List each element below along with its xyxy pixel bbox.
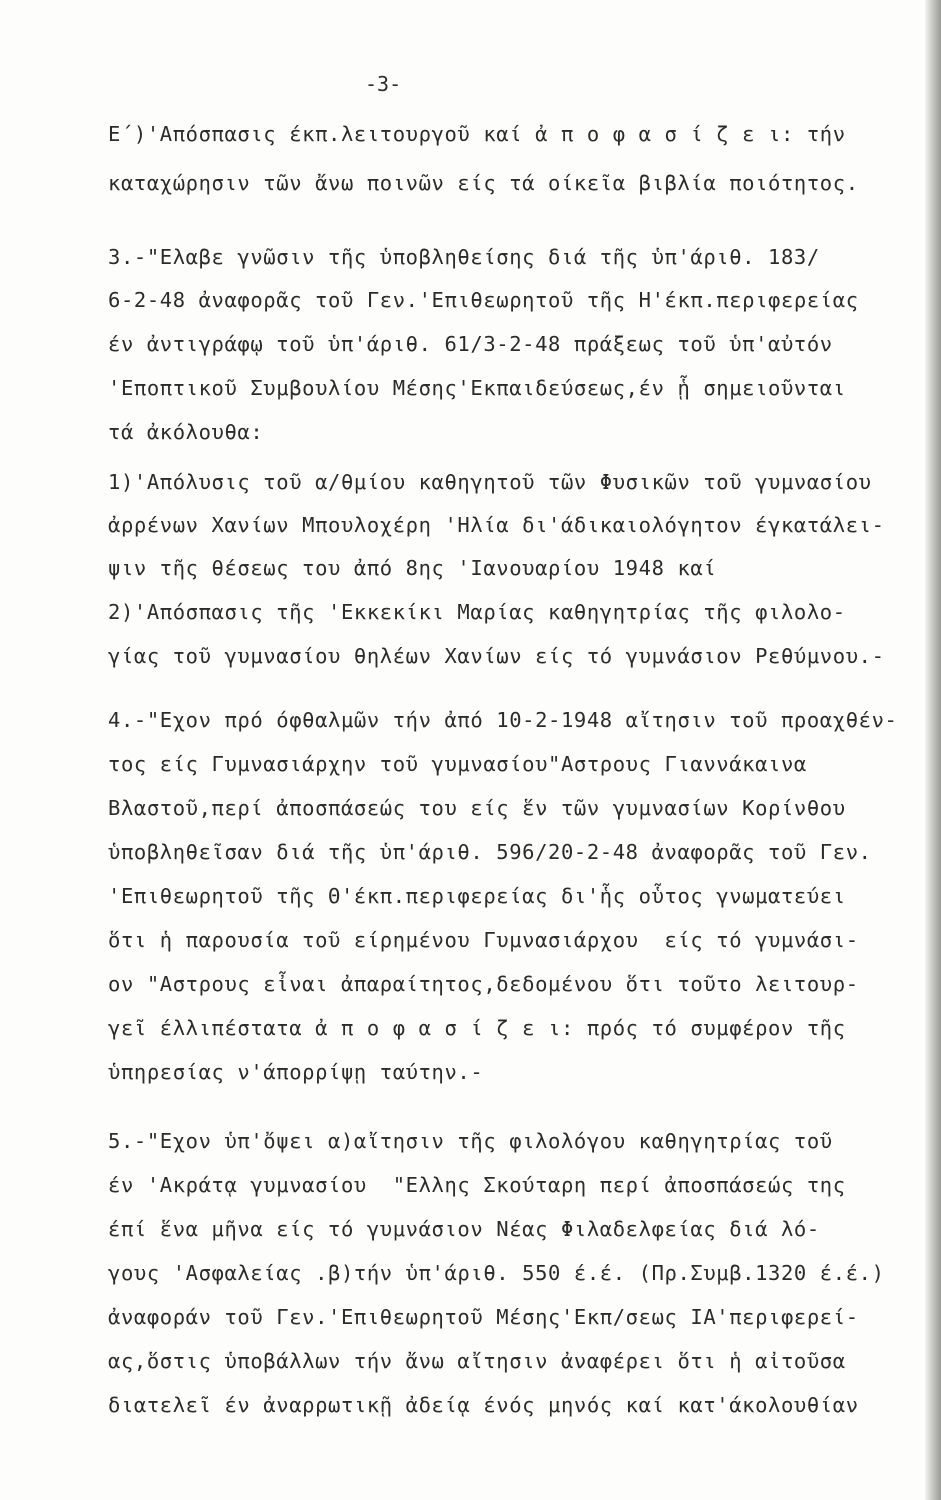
paragraph-3-line: έν ἀντιγράφῳ τοῦ ὑπ'άριθ. 61/3-2-48 πράξεως τοῦ ὑπ'αὐτόν [108, 332, 833, 356]
paragraph-3-item-2: 2)'Απόσπασις τῆς 'Εκκεκίκι Μαρίας καθηγητρίας τῆς φιλολο- [108, 600, 846, 624]
paragraph-5-line: γους 'Ασφαλείας .β)τήν ὑπ'άριθ. 550 έ.έ. (Πρ.Συμβ.1320 έ.έ.) [108, 1261, 885, 1285]
paragraph-5-line: 5.-"Εχον ὑπ'ὄψει α)αἴτησιν τῆς φιλολόγου καθηγητρίας τοῦ [108, 1129, 833, 1153]
paragraph-4-line: ὑποβληθεῖσαν διά τῆς ὑπ'άριθ. 596/20-2-48 ἀναφορᾶς τοῦ Γεν. [108, 840, 872, 864]
paragraph-4-line: ον "Αστρους εἶναι ἀπαραίτητος,δεδομένου ὅτι τοῦτο λειτουρ- [108, 972, 859, 996]
paragraph-4-line: τος είς Γυμνασιάρχην τοῦ γυμνασίου"Αστρους Γιαννάκαινα [108, 752, 807, 776]
paragraph-3-line: ψιν τῆς θέσεως του ἀπό 8ης 'Ιανουαρίου 1948 καί [108, 556, 717, 580]
paragraph-3-line: γίας τοῦ γυμνασίου θηλέων Χανίων είς τό γυμνάσιον Ρεθύμνου.- [108, 644, 885, 668]
paragraph-4-line: ὅτι ἡ παρουσία τοῦ είρημένου Γυμνασιάρχου είς τό γυμνάσι- [108, 928, 859, 952]
paragraph-5-line: ἀναφοράν τοῦ Γεν.'Επιθεωρητοῦ Μέσης'Εκπ/σεως ΙΑ'περιφερεί- [108, 1305, 859, 1329]
paragraph-3-item-1: 1)'Απόλυσις τοῦ α/θμίου καθηγητοῦ τῶν Φυσικῶν τοῦ γυμνασίου [108, 470, 872, 494]
paragraph-4-line: 'Επιθεωρητοῦ τῆς Θ'έκπ.περιφερείας δι'ἧς οὗτος γνωματεύει [108, 884, 846, 908]
paragraph-3-line: 'Εποπτικοῦ Συμβουλίου Μέσης'Εκπαιδεύσεως,έν ᾗ σημειοῦνται [108, 376, 846, 400]
paragraph-3-line: 6-2-48 ἀναφορᾶς τοῦ Γεν.'Επιθεωρητοῦ τῆς Η'έκπ.περιφερείας [108, 288, 859, 312]
paragraph-3-line: ἀρρένων Χανίων Μπουλοχέρη 'Ηλία δι'άδικαιολόγητον έγκατάλει- [108, 513, 885, 537]
paragraph-4-line: ὑπηρεσίας ν'άπορρίψῃ ταύτην.- [108, 1060, 484, 1084]
paragraph-4-line: γεῖ έλλιπέστατα ἀ π ο φ α σ ί ζ ε ι: πρός τό συμφέρον τῆς [108, 1016, 846, 1040]
page-number: -3- [365, 72, 402, 96]
page-edge-shadow [925, 0, 941, 1500]
paragraph-3-line: τά ἀκόλουθα: [108, 420, 264, 444]
paragraph-5-line: έν 'Ακράτᾳ γυμνασίου "Ελλης Σκούταρη περί ἀποσπάσεώς της [108, 1173, 846, 1197]
text-line: καταχώρησιν τῶν ἄνω ποινῶν είς τά οίκεῖα βιβλία ποιότητος. [108, 171, 859, 195]
paragraph-5-line: διατελεῖ έν ἀναρρωτικῇ ἀδείᾳ ένός μηνός καί κατ'άκολουθίαν [108, 1393, 859, 1417]
text-line: Ε΄)'Απόσπασις έκπ.λειτουργοῦ καί ἀ π ο φ α σ ί ζ ε ι: τήν [108, 122, 846, 146]
paragraph-5-line: έπί ἕνα μῆνα είς τό γυμνάσιον Νέας Φιλαδελφείας διά λό- [108, 1217, 820, 1241]
paragraph-5-line: ας,ὅστις ὑποβάλλων τήν ἄνω αἴτησιν ἀναφέρει ὅτι ἡ αἰτοῦσα [108, 1349, 846, 1373]
paragraph-3-line: 3.-"Ελαβε γνῶσιν τῆς ὑποβληθείσης διά τῆς ὑπ'άριθ. 183/ [108, 245, 820, 269]
paragraph-4-line: Βλαστοῦ,περί ἀποσπάσεώς του είς ἕν τῶν γυμνασίων Κορίνθου [108, 796, 846, 820]
paragraph-4-line: 4.-"Εχον πρό όφθαλμῶν τήν ἀπό 10-2-1948 αἴτησιν τοῦ προαχθέν- [108, 708, 898, 732]
